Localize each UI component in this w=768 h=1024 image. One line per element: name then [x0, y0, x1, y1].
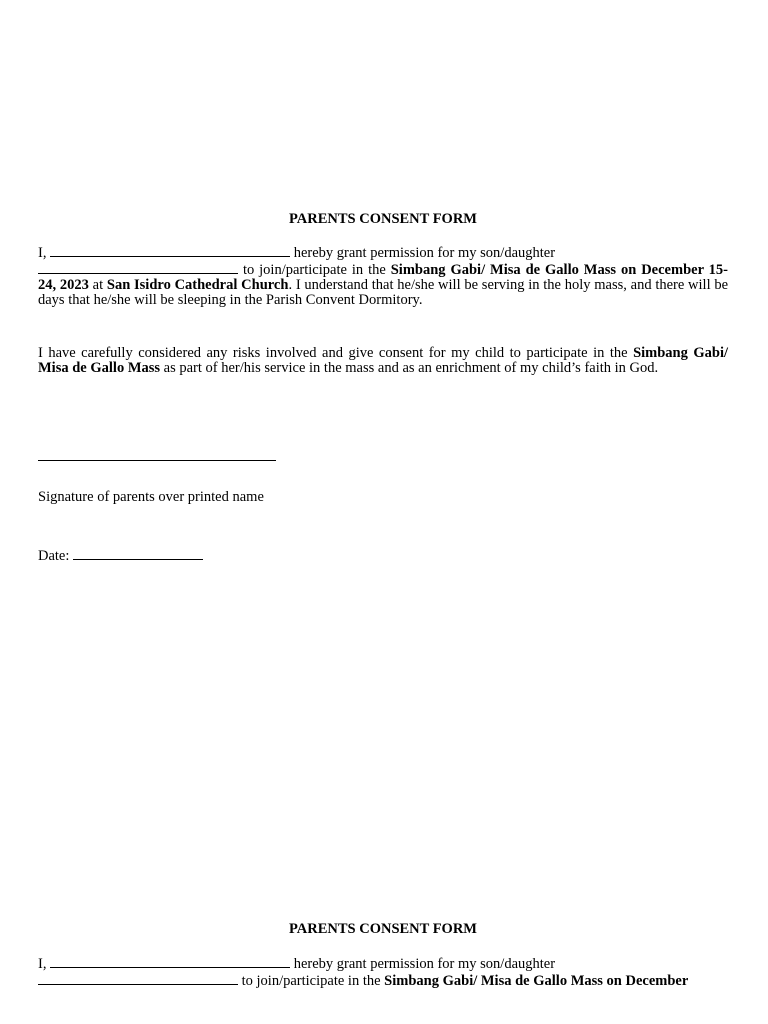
signature-label: Signature of parents over printed name — [38, 489, 264, 505]
consent-form-2 — [38, 922, 728, 937]
event-short-name: Simbang Gabi/ Misa de Gallo Mass — [38, 345, 729, 376]
permission-text-2: hereby grant permission for my son/daughter — [293, 956, 556, 972]
consent-form-1 — [38, 212, 728, 227]
child-name-blank[interactable] — [38, 261, 238, 274]
event-name-2: Simbang Gabi/ Misa de Gallo Mass on December — [384, 973, 689, 989]
prefix-text: I, — [38, 245, 47, 261]
form-title: PARENTS CONSENT FORM — [289, 211, 477, 227]
consent-paragraph-2 — [38, 346, 728, 376]
event-name: Simbang Gabi/ Misa de Gallo Mass on December 15-24, 2023 — [38, 262, 729, 293]
risk-text: I have carefully considered any risks involved and give consent for my child to participate in the — [38, 345, 628, 361]
permission-paragraph-2 — [38, 955, 728, 989]
understanding-text: . I understand that he/she will be serving in the holy mass, and there will be days that he/she will be sleeping in the Parish Convent Dormitory. — [38, 277, 729, 308]
form-title-2: PARENTS CONSENT FORM — [289, 921, 477, 937]
date-label: Date: — [38, 548, 70, 564]
child-name-blank-2[interactable] — [38, 972, 238, 985]
join-text: to join/participate in the — [242, 262, 386, 278]
date-blank[interactable] — [73, 547, 203, 560]
venue-name: San Isidro Cathedral Church — [106, 277, 289, 293]
signature-line[interactable] — [38, 460, 276, 461]
permission-paragraph — [38, 244, 728, 308]
prefix-text-2: I, — [38, 956, 47, 972]
join-text-2: to join/participate in the — [241, 973, 381, 989]
parent-name-blank[interactable] — [50, 244, 290, 257]
consent-paragraph-1-copy — [38, 955, 728, 989]
permission-text: hereby grant permission for my son/daughter — [293, 245, 556, 261]
at-text: at — [92, 277, 104, 293]
date-row — [38, 547, 203, 564]
service-text: as part of her/his service in the mass and as an enrichment of my child’s faith in God. — [163, 360, 659, 376]
parent-name-blank-2[interactable] — [50, 955, 290, 968]
risk-consent-paragraph — [38, 346, 728, 376]
consent-paragraph-1 — [38, 244, 728, 308]
